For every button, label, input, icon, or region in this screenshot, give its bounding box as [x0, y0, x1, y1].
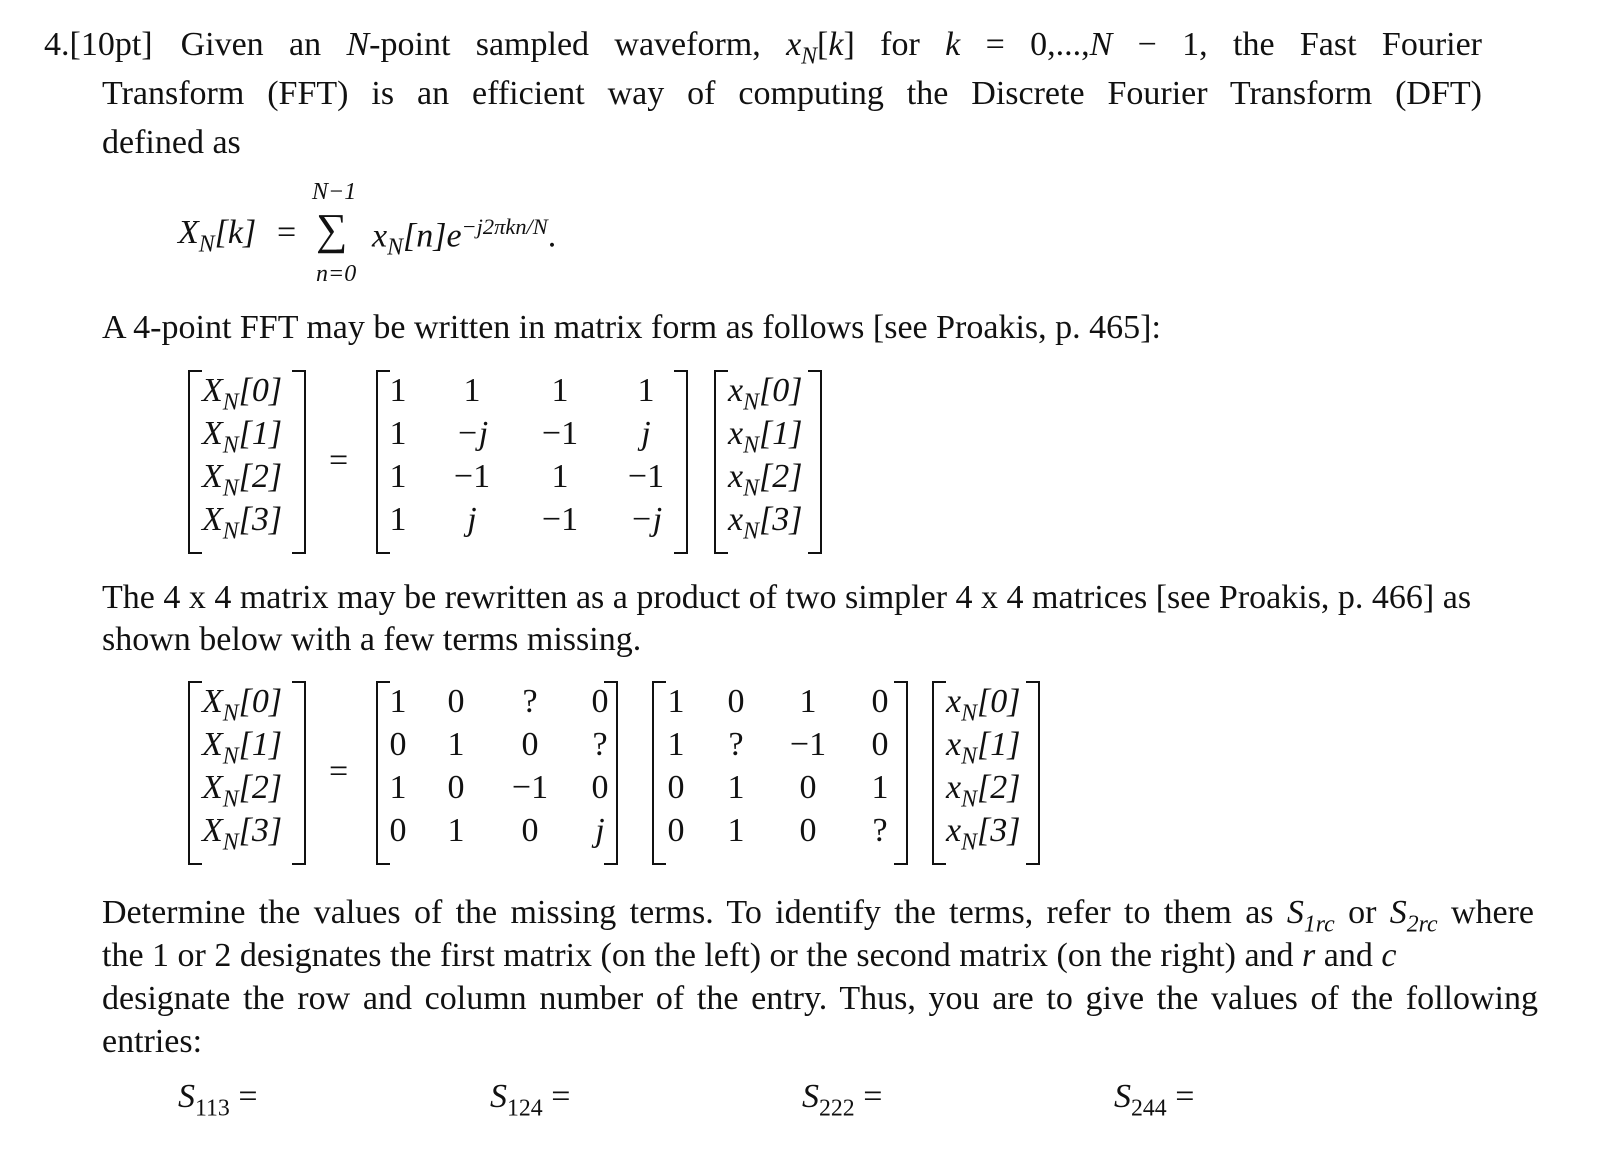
- m1-entry: 1: [447, 726, 465, 763]
- sum-upper-limit: N−1: [312, 179, 357, 205]
- fft4-matrix-entry: j: [641, 415, 651, 452]
- fft4-lhs-entry: $X_N[2]$: [202, 458, 283, 502]
- fft4-lhs-bracket-right: [292, 370, 306, 554]
- m2-entry: 0: [667, 812, 685, 849]
- fft4-rhs-entry: $x_N[1]$: [728, 415, 803, 459]
- factor-lhs-entry: $X_N[3]$: [202, 812, 283, 856]
- factor-lhs-entry: $X_N[2]$: [202, 769, 283, 813]
- m2-entry: 0: [799, 769, 817, 806]
- m1-entry: 1: [389, 683, 407, 720]
- answer-s124[interactable]: $S_{124}$ =: [490, 1078, 571, 1122]
- factor-rhs-bracket-left: [932, 681, 946, 865]
- fft4-lhs-bracket-left: [188, 370, 202, 554]
- fft4-matrix-entry: −1: [541, 501, 579, 538]
- m2-entry: 0: [799, 812, 817, 849]
- m1-missing-term: ?: [522, 683, 538, 720]
- m1-entry: −1: [511, 769, 549, 806]
- fft4-intro: A 4-point FFT may be written in matrix form as follows [see Proakis, p. 465]:: [102, 309, 1161, 346]
- instructions-line-4: entries:: [102, 1023, 203, 1060]
- dft-equals: =: [277, 214, 297, 251]
- m2-entry: 0: [871, 726, 889, 763]
- m2-entry: 1: [667, 683, 685, 720]
- m1-entry: 0: [447, 683, 465, 720]
- problem-line-2: Transform (FFT) is an efficient way of computing the Discrete Fourier Transform (DFT): [102, 75, 1482, 112]
- problem-number: 4.[10pt]: [44, 26, 153, 63]
- fft4-matrix-entry: 1: [389, 501, 407, 538]
- factor-line-1: The 4 x 4 matrix may be rewritten as a product of two simpler 4 x 4 matrices [see Proakis, p. 466] as: [102, 579, 1472, 616]
- answer-s113[interactable]: $S_{113}$ =: [178, 1078, 258, 1122]
- m1-entry: 0: [447, 769, 465, 806]
- fft4-matrix-entry: 1: [463, 372, 481, 409]
- instructions-line-1: Determine the values of the missing terms. To identify the terms, refer to them as $S_{1rc}$ or $S_{2rc}$ where: [102, 894, 1535, 938]
- fft4-rhs-entry: $x_N[0]$: [728, 372, 803, 416]
- fft4-lhs-entry: $X_N[3]$: [202, 501, 283, 545]
- answer-s222[interactable]: $S_{222}$ =: [802, 1078, 883, 1122]
- factor-lhs-entry: $X_N[0]$: [202, 683, 283, 727]
- fft4-rhs-entry: $x_N[3]$: [728, 501, 803, 545]
- fft4-matrix-entry: −j: [455, 415, 489, 452]
- factor-lhs-bracket-right: [292, 681, 306, 865]
- fft4-equals: =: [329, 442, 349, 479]
- fft4-rhs-bracket-right: [808, 370, 822, 554]
- answer-s244[interactable]: $S_{244}$ =: [1114, 1078, 1195, 1122]
- fft4-matrix-entry: 1: [551, 372, 569, 409]
- m1-entry: 1: [389, 769, 407, 806]
- m1-missing-term: ?: [592, 726, 608, 763]
- fft4-matrix-entry: j: [467, 501, 477, 538]
- factor-rhs-entry: $x_N[3]$: [946, 812, 1021, 856]
- fft4-matrix-entry: 1: [389, 372, 407, 409]
- fft4-matrix-entry: 1: [389, 458, 407, 495]
- m2-entry: 0: [727, 683, 745, 720]
- fft4-matrix-entry: −1: [541, 415, 579, 452]
- problem-line-3: defined as: [102, 124, 241, 161]
- m1-entry: j: [595, 812, 605, 849]
- sum-lower-limit: n=0: [316, 261, 357, 287]
- m1-entry: 0: [389, 726, 407, 763]
- m1-entry: 0: [389, 812, 407, 849]
- m2-missing-term: ?: [872, 812, 888, 849]
- m2-entry: 1: [667, 726, 685, 763]
- factor-lhs-entry: $X_N[1]$: [202, 726, 283, 770]
- m2-entry: −1: [789, 726, 827, 763]
- factor-line-2: shown below with a few terms missing.: [102, 621, 642, 658]
- fft4-rhs-entry: $x_N[2]$: [728, 458, 803, 502]
- fft4-matrix-entry: −j: [629, 501, 663, 538]
- factor-rhs-entry: $x_N[2]$: [946, 769, 1021, 813]
- m2-entry: 1: [799, 683, 817, 720]
- m2-entry: 1: [727, 769, 745, 806]
- fft4-rhs-bracket-left: [714, 370, 728, 554]
- fft4-matrix-entry: −1: [453, 458, 491, 495]
- m2-entry: 0: [871, 683, 889, 720]
- m2-entry: 1: [871, 769, 889, 806]
- m1-entry: 0: [591, 769, 609, 806]
- m2-entry: 0: [667, 769, 685, 806]
- m1-entry: 1: [447, 812, 465, 849]
- factor-rhs-entry: $x_N[1]$: [946, 726, 1021, 770]
- fft4-matrix-entry: 1: [389, 415, 407, 452]
- factor-equals: =: [329, 753, 349, 790]
- m1-entry: 0: [591, 683, 609, 720]
- m1-entry: 0: [521, 812, 539, 849]
- instructions-line-2: the 1 or 2 designates the first matrix (on the left) or the second matrix (on the right) and r and c: [102, 937, 1397, 974]
- problem-line-1: 4.[10pt] Given an N-point sampled waveform, $x_N[k]$ for k = 0,...,N − 1, the Fast Fourier: [44, 26, 1482, 70]
- m1-entry: 0: [521, 726, 539, 763]
- problem-intro-text: Given an: [180, 26, 347, 63]
- factor-rhs-bracket-right: [1026, 681, 1040, 865]
- factor-lhs-bracket-left: [188, 681, 202, 865]
- sigma-symbol: ∑: [316, 205, 348, 254]
- fft4-lhs-entry: $X_N[1]$: [202, 415, 283, 459]
- fft4-lhs-entry: $X_N[0]$: [202, 372, 283, 416]
- fft4-matrix-entry: −1: [627, 458, 665, 495]
- dft-exponent: −j2πkn/N: [461, 214, 548, 239]
- fft4-matrix-entry: 1: [637, 372, 655, 409]
- fft4-matrix-bracket-right: [674, 370, 688, 554]
- m2-missing-term: ?: [728, 726, 744, 763]
- factor-rhs-entry: $x_N[0]$: [946, 683, 1021, 727]
- m2-entry: 1: [727, 812, 745, 849]
- instructions-line-3: designate the row and column number of the entry. Thus, you are to give the values of the following: [102, 980, 1538, 1017]
- fft4-matrix-entry: 1: [551, 458, 569, 495]
